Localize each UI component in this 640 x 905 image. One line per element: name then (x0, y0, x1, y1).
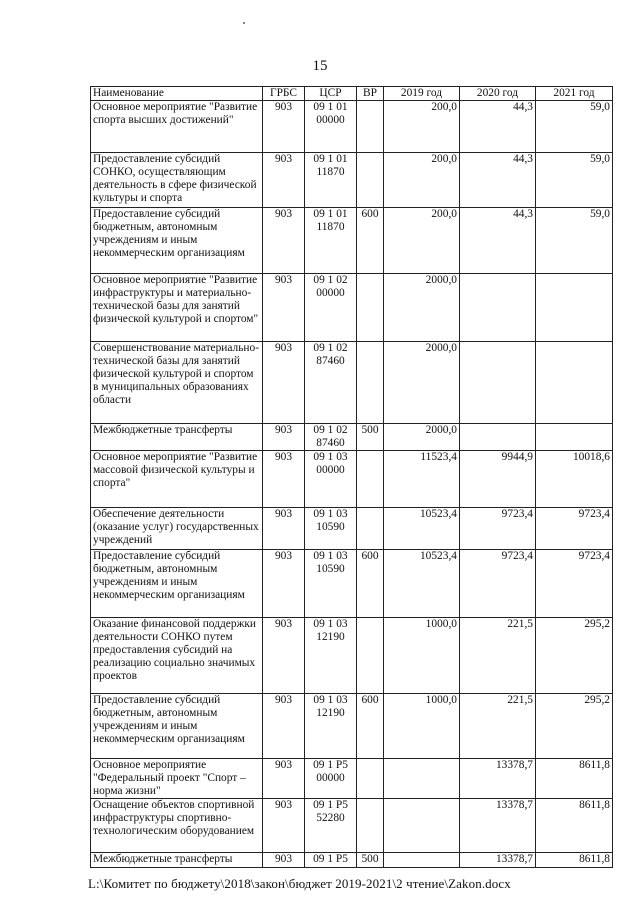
row-2019: 10523,4 (384, 508, 460, 550)
budget-table (90, 86, 613, 868)
row-grbs: 903 (263, 853, 305, 868)
row-2021: 59,0 (536, 153, 613, 208)
row-grbs: 903 (263, 550, 305, 618)
row-grbs: 903 (263, 342, 305, 424)
header-vr: ВР (357, 87, 384, 101)
table-row (91, 208, 613, 274)
row-2021: 8611,8 (536, 799, 613, 853)
row-grbs: 903 (263, 694, 305, 759)
row-grbs: 903 (263, 424, 305, 451)
row-name: Межбюджетные трансферты (91, 424, 263, 451)
row-grbs: 903 (263, 799, 305, 853)
scan-speck (243, 22, 245, 24)
row-name: Предоставление субсидий бюджетным, автономным учреждениям и иным некоммерческим организациям (91, 550, 263, 618)
row-grbs: 903 (263, 759, 305, 799)
row-2019: 2000,0 (384, 274, 460, 342)
table-row (91, 618, 613, 694)
row-vr (357, 153, 384, 208)
header-csr: ЦСР (305, 87, 357, 101)
row-2020: 9723,4 (460, 508, 536, 550)
row-name: Предоставление субсидий бюджетным, автономным учреждениям и иным некоммерческим организациям (91, 208, 263, 274)
header-2019: 2019 год (384, 87, 460, 101)
row-name: Совершенствование материально-технической базы для занятий физической культурой и спортом в муниципальных образованиях области (91, 342, 263, 424)
row-grbs: 903 (263, 153, 305, 208)
row-2021: 295,2 (536, 694, 613, 759)
row-vr (357, 274, 384, 342)
row-vr (357, 451, 384, 508)
row-2019: 11523,4 (384, 451, 460, 508)
row-name: Основное мероприятие "Развитие спорта высших достижений" (91, 101, 263, 153)
row-csr: 09 1 01 00000 (305, 101, 357, 153)
row-csr: 09 1 03 00000 (305, 451, 357, 508)
row-vr (357, 799, 384, 853)
row-vr: 600 (357, 694, 384, 759)
row-2021 (536, 342, 613, 424)
row-csr: 09 1 03 12190 (305, 694, 357, 759)
row-2020: 44,3 (460, 208, 536, 274)
row-grbs: 903 (263, 451, 305, 508)
row-vr: 500 (357, 424, 384, 451)
row-2020: 13378,7 (460, 853, 536, 868)
row-2020: 44,3 (460, 153, 536, 208)
row-vr: 600 (357, 550, 384, 618)
row-csr: 09 1 01 11870 (305, 208, 357, 274)
table-row (91, 101, 613, 153)
row-csr: 09 1 01 11870 (305, 153, 357, 208)
row-csr: 09 1 02 87460 (305, 424, 357, 451)
row-2020 (460, 342, 536, 424)
row-2019: 200,0 (384, 153, 460, 208)
row-2021: 8611,8 (536, 759, 613, 799)
page-number: 15 (312, 58, 328, 74)
row-2019: 200,0 (384, 101, 460, 153)
row-2019: 1000,0 (384, 694, 460, 759)
header-2021: 2021 год (536, 87, 613, 101)
row-name: Оснащение объектов спортивной инфраструктуры спортивно-технологическим оборудованием (91, 799, 263, 853)
table-row (91, 451, 613, 508)
row-2020: 9723,4 (460, 550, 536, 618)
row-csr: 09 1 03 10590 (305, 508, 357, 550)
row-grbs: 903 (263, 618, 305, 694)
row-csr: 09 1 P5 (305, 853, 357, 868)
row-2020: 9944,9 (460, 451, 536, 508)
row-2020 (460, 274, 536, 342)
row-name: Основное мероприятие "Развитие массовой физической культуры и спорта" (91, 451, 263, 508)
row-name: Основное мероприятие "Федеральный проект "Спорт – норма жизни" (91, 759, 263, 799)
row-2021: 9723,4 (536, 550, 613, 618)
row-2021: 295,2 (536, 618, 613, 694)
row-vr: 600 (357, 208, 384, 274)
row-2019 (384, 853, 460, 868)
row-vr: 500 (357, 853, 384, 868)
table-header-row (91, 87, 613, 101)
header-name: Наименование (91, 87, 263, 101)
row-2021 (536, 424, 613, 451)
table-row (91, 550, 613, 618)
row-2019: 2000,0 (384, 424, 460, 451)
row-name: Основное мероприятие "Развитие инфраструктуры и материально-технической базы для занятий физической культурой и спортом" (91, 274, 263, 342)
row-2021 (536, 274, 613, 342)
header-grbs: ГРБС (263, 87, 305, 101)
row-2021: 8611,8 (536, 853, 613, 868)
row-grbs: 903 (263, 101, 305, 153)
row-name: Обеспечение деятельности (оказание услуг) государственных учреждений (91, 508, 263, 550)
file-path-footer: L:\Комитет по бюджету\2018\закон\бюджет 2019-2021\2 чтение\Zakon.docx (88, 876, 511, 891)
row-vr (357, 759, 384, 799)
row-2020: 221,5 (460, 618, 536, 694)
header-2020: 2020 год (460, 87, 536, 101)
row-2019 (384, 799, 460, 853)
row-2019: 10523,4 (384, 550, 460, 618)
row-name: Межбюджетные трансферты (91, 853, 263, 868)
row-name: Предоставление субсидий бюджетным, автономным учреждениям и иным некоммерческим организациям (91, 694, 263, 759)
row-2019: 200,0 (384, 208, 460, 274)
row-vr (357, 101, 384, 153)
table-row (91, 424, 613, 451)
row-2021: 59,0 (536, 208, 613, 274)
row-csr: 09 1 P5 00000 (305, 759, 357, 799)
row-2020: 13378,7 (460, 799, 536, 853)
row-name: Предоставление субсидий СОНКО, осуществляющим деятельность в сфере физической культуры и спорта (91, 153, 263, 208)
row-2021: 10018,6 (536, 451, 613, 508)
row-grbs: 903 (263, 208, 305, 274)
row-vr (357, 342, 384, 424)
row-name: Оказание финансовой поддержки деятельности СОНКО путем предоставления субсидий на реализацию социально значимых проектов (91, 618, 263, 694)
row-csr: 09 1 03 10590 (305, 550, 357, 618)
row-2020 (460, 424, 536, 451)
table-row (91, 508, 613, 550)
row-csr: 09 1 03 12190 (305, 618, 357, 694)
row-vr (357, 618, 384, 694)
table-row (91, 274, 613, 342)
table-row (91, 342, 613, 424)
row-csr: 09 1 02 87460 (305, 342, 357, 424)
row-2021: 9723,4 (536, 508, 613, 550)
table-row (91, 799, 613, 853)
table-row (91, 153, 613, 208)
row-2019: 1000,0 (384, 618, 460, 694)
table-row (91, 694, 613, 759)
row-2020: 13378,7 (460, 759, 536, 799)
row-csr: 09 1 02 00000 (305, 274, 357, 342)
row-2019: 2000,0 (384, 342, 460, 424)
row-csr: 09 1 P5 52280 (305, 799, 357, 853)
row-2021: 59,0 (536, 101, 613, 153)
row-vr (357, 508, 384, 550)
table-row (91, 853, 613, 868)
row-2019 (384, 759, 460, 799)
row-2020: 44,3 (460, 101, 536, 153)
row-2020: 221,5 (460, 694, 536, 759)
table-row (91, 759, 613, 799)
row-grbs: 903 (263, 274, 305, 342)
row-grbs: 903 (263, 508, 305, 550)
